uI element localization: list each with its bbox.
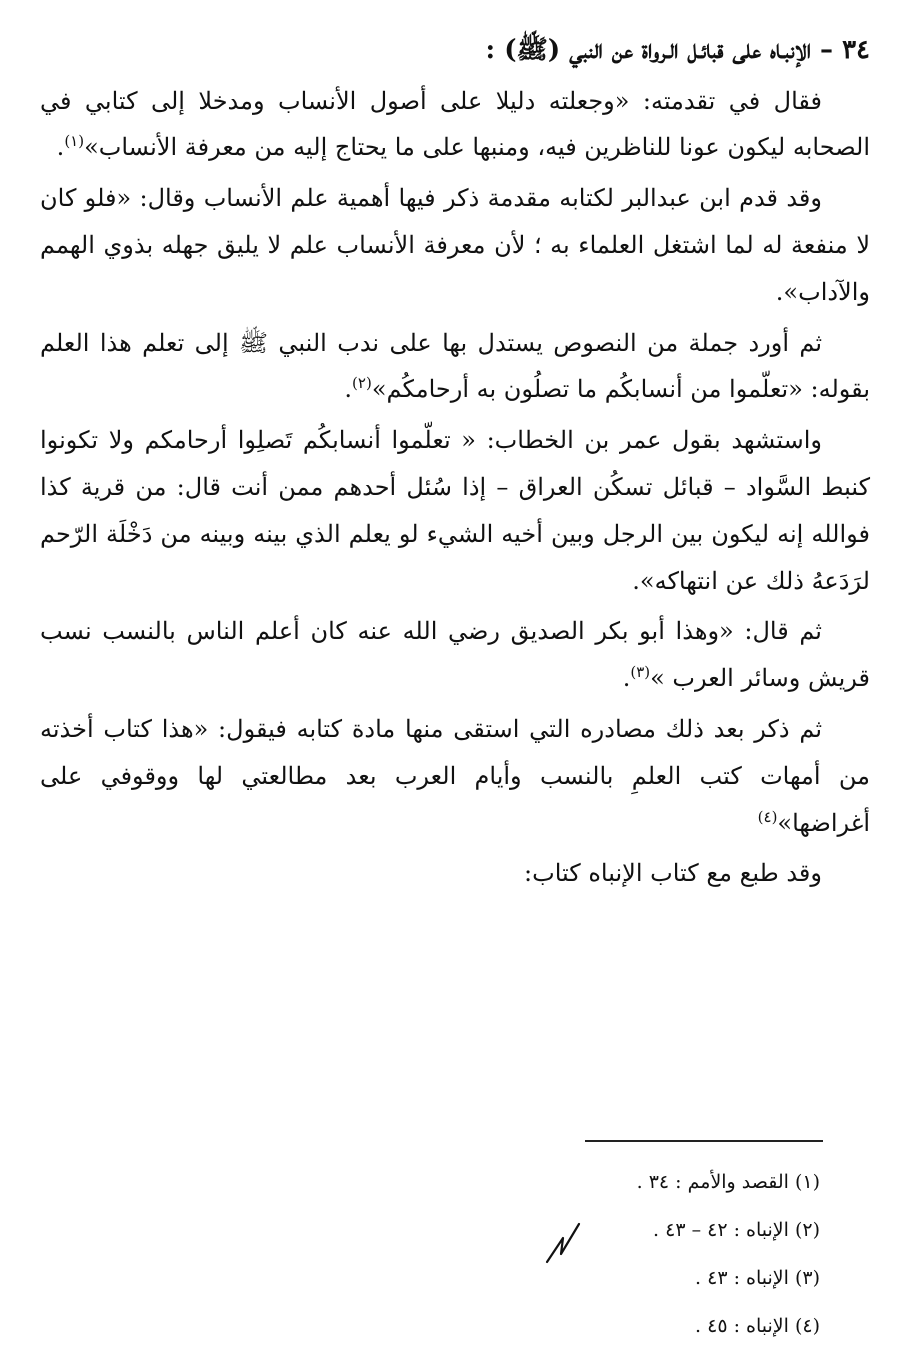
paragraph: [40, 417, 870, 604]
paragraph-text: ثم ذكر بعد ذلك مصادره التي استقى منها مادة كتابه فيقول: «هذا كتاب أخذته من أمهات كتب العلمِ بالنسب وأيام العرب بعد مطالعتي لها ووقوفي على أغراضها»: [40, 714, 870, 837]
footnote-ref[interactable]: (٤): [757, 807, 778, 826]
footnote-ref[interactable]: (٢): [352, 374, 372, 393]
paragraph-tail: .: [622, 664, 631, 693]
paragraph-tail: .: [775, 277, 784, 306]
footnotes: [400, 1158, 820, 1350]
paragraph: [40, 320, 870, 414]
footnote-ref[interactable]: (١): [64, 132, 85, 151]
footnote: (٢) الإنباه : ٤٢ – ٤٣ .: [653, 1219, 820, 1241]
paragraph: [40, 175, 870, 315]
paragraph-text: وقد قدم ابن عبدالبر لكتابه مقدمة ذكر فيها أهمية علم الأنساب وقال: «فلو كان لا منفعة له لما اشتغل العلماء به ؛ لأن معرفة الأنساب علم لا يليق جهله بذوي الهمم والآداب»: [40, 184, 870, 306]
paragraph-text: واستشهد بقول عمر بن الخطاب: « تعلّموا أنسابكُم تَصلِوا أرحامكم ولا تكونوا كنبط السَّواد – قبائل تسكُن العراق – إذا سُئل أحدهم ممن أنت قال: من قرية كذا فوالله إنه ليكون بين الرجل وبين أخيه الشيء لو يعلم الذي بينه وبينه من دَخْلَة الرّحم لرَدَعهُ ذلك عن انتهاكه»: [40, 426, 870, 595]
paragraph-text: ثم أورد جملة من النصوص يستدل بها على ندب النبي ﷺ إلى تعلم هذا العلم بقوله: «تعلّموا من أنسابكُم ما تصلُون به أرحامكُم»: [40, 328, 870, 404]
paragraph: [40, 850, 870, 897]
paragraph-tail: .: [344, 375, 353, 404]
footnote: (٤) الإنباه : ٤٥ .: [695, 1315, 820, 1337]
handwritten-mark-icon: [543, 1218, 583, 1268]
paragraph-text: وقد طبع مع كتاب الإنباه كتاب:: [524, 859, 822, 888]
paragraph-text: فقال في تقدمته: «وجعلته دليلا على أصول الأنساب ومدخلا إلى كتابي في الصحابه ليكون عونا للناظرين فيه، ومنبها على ما يحتاج إليه من معرفة الأنساب»: [40, 86, 870, 162]
section-heading: ٣٤ – الإنبـاه على قبائـل الـرواة عن النبي (ﷺ) :: [485, 35, 870, 65]
page-body: [40, 30, 870, 901]
paragraph: [40, 608, 870, 702]
paragraph: [40, 706, 870, 846]
paragraph-text: ثم قال: «وهذا أبو بكر الصديق رضي الله عنه كان أعلم الناس بالنسب نسب قريش وسائر العرب »: [40, 617, 870, 693]
paragraph-tail: .: [632, 566, 640, 595]
paragraph-tail: .: [56, 133, 65, 162]
paragraph: [40, 78, 870, 172]
footnote: (١) القصد والأمم : ٣٤ .: [636, 1171, 820, 1193]
footnote: (٣) الإنباه : ٤٣ .: [695, 1267, 820, 1289]
footnote-ref[interactable]: (٣): [630, 663, 651, 682]
footnote-divider: [585, 1140, 823, 1142]
